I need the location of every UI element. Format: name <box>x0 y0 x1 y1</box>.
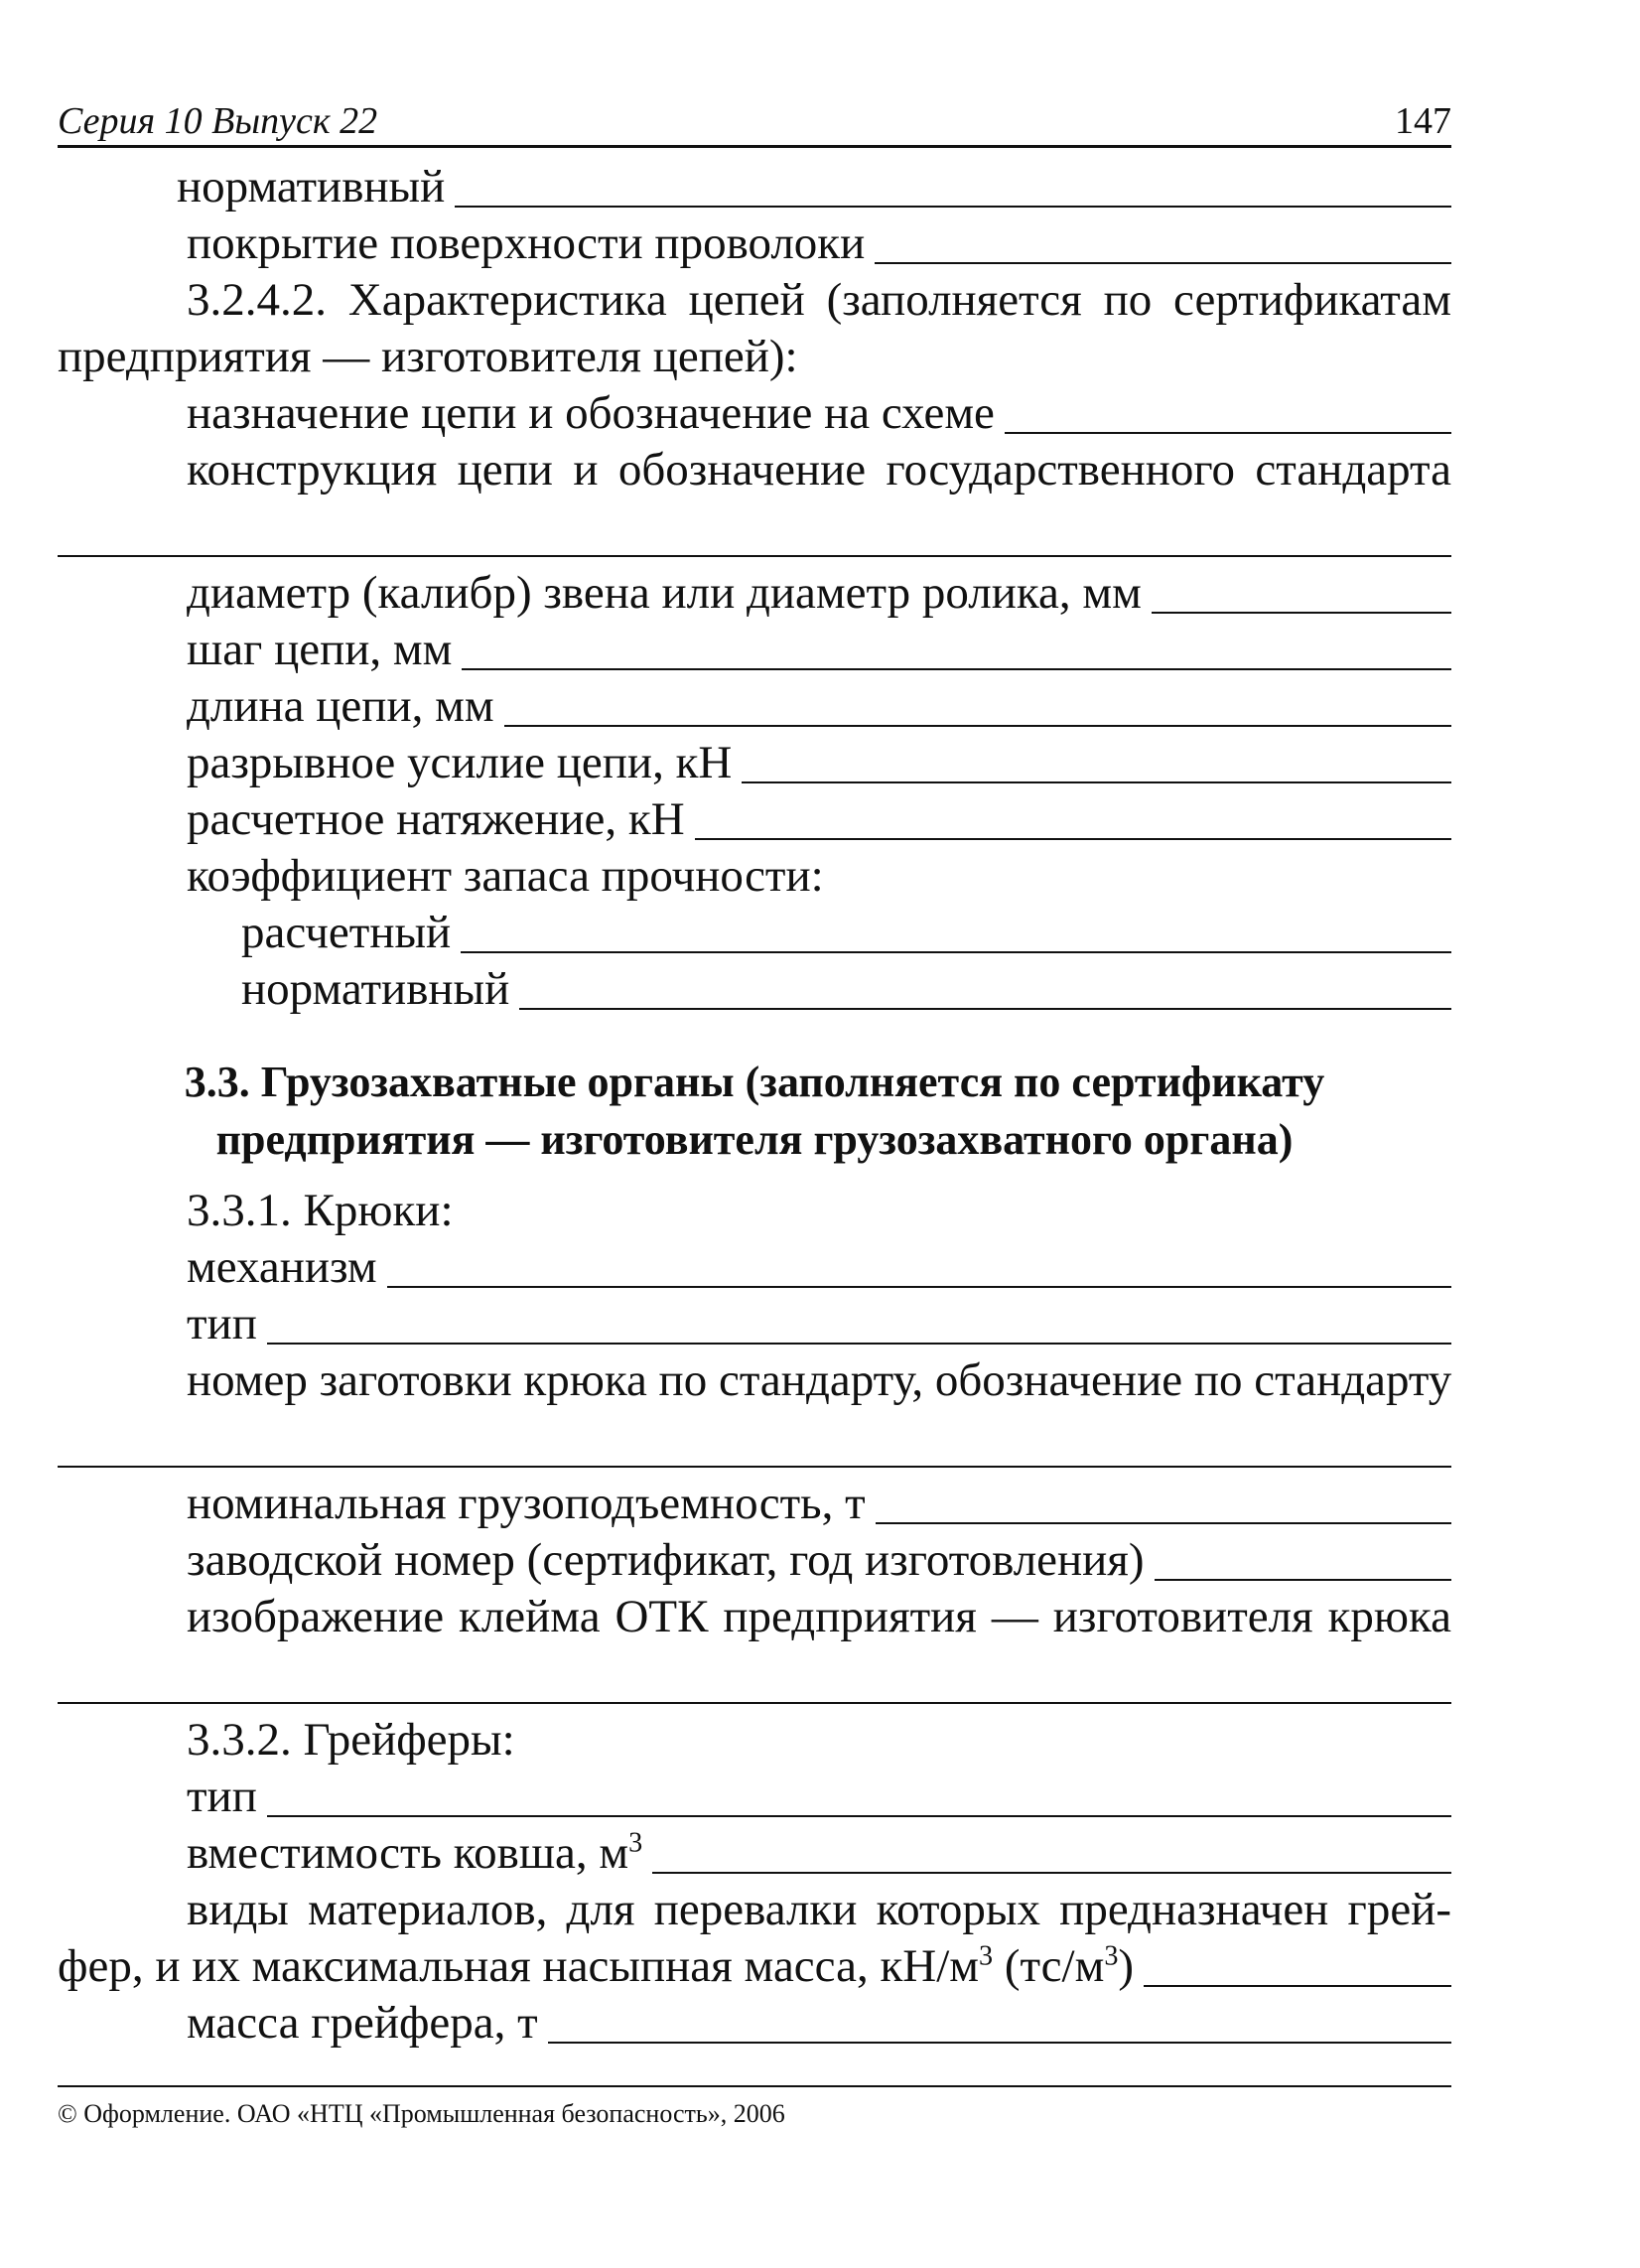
field-label <box>187 1825 642 1882</box>
section-heading <box>58 1054 1451 1169</box>
page-number: 147 <box>1395 100 1451 142</box>
fill-in-line <box>695 800 1451 840</box>
field-label: номер заготовки крюка по стандарту, обозначение по стандарту <box>187 1354 1452 1406</box>
paragraph-line <box>58 1589 1451 1645</box>
fill-in-line <box>1144 1947 1451 1987</box>
fill-in-line <box>462 631 1451 670</box>
form-field <box>58 1239 1451 1296</box>
field-label <box>58 1938 1134 1995</box>
subsection-title-text: 3.3.2. Грейферы: <box>187 1714 515 1766</box>
field-label: длина цепи, мм <box>187 680 494 732</box>
fill-in-line <box>548 2004 1451 2044</box>
form-field <box>58 565 1451 622</box>
field-label: нормативный <box>177 161 446 213</box>
subsection-title-text: 3.3.1. Крюки: <box>187 1185 454 1236</box>
field-label: тип <box>187 1771 257 1822</box>
fill-in-line <box>58 1645 1451 1704</box>
field-label: заводской номер (сертификат, год изготовления) <box>187 1534 1145 1586</box>
footer-divider <box>58 2085 1451 2087</box>
series-title: Серия 10 Выпуск 22 <box>58 100 378 142</box>
field-label: расчетное натяжение, кН <box>187 793 685 845</box>
form-field <box>58 1825 1451 1882</box>
fill-in-line <box>519 970 1451 1010</box>
fill-in-line <box>652 1834 1451 1874</box>
field-label-text: (тс/м <box>993 1940 1105 1992</box>
field-label: масса грейфера, т <box>187 1997 538 2049</box>
paragraph-line <box>58 442 1451 498</box>
form-field <box>58 1995 1451 2052</box>
form-field <box>58 678 1451 735</box>
superscript: 3 <box>628 1827 643 1859</box>
field-label: расчетный <box>241 907 452 958</box>
fill-in-line <box>1155 1541 1451 1581</box>
subsection-title <box>58 1183 1451 1239</box>
paragraph-line <box>58 1352 1451 1409</box>
form-field <box>58 622 1451 678</box>
section-heading-line: предприятия — изготовителя грузозахватного органа) <box>215 1115 1294 1164</box>
form-field <box>58 1296 1451 1352</box>
section-heading-line: 3.3. Грузозахватные органы (заполняется по сертификату <box>184 1058 1325 1106</box>
field-label-text: фер, и их максимальная насыпная масса, кН/м <box>58 1940 980 1992</box>
fill-in-line <box>387 1248 1451 1288</box>
field-label: номинальная грузоподъемность, т <box>187 1478 866 1529</box>
field-label: виды материалов, для перевалки которых предназначен грей- <box>187 1884 1451 1935</box>
field-label: коэффициент запаса прочности: <box>187 850 824 902</box>
field-label-text: вместимость ковша, м <box>187 1827 629 1879</box>
fill-in-line <box>461 914 1451 953</box>
field-label: изображение клейма ОТК предприятия — изготовителя крюка <box>187 1591 1451 1642</box>
copyright-footer: © Оформление. ОАО «НТЦ «Промышленная безопасность», 2006 <box>58 2099 785 2128</box>
field-label: тип <box>187 1298 257 1349</box>
form-field <box>58 905 1451 961</box>
fill-in-line <box>1005 394 1451 434</box>
form-field <box>58 1938 1451 1995</box>
field-label: конструкция цепи и обозначение государственного стандарта <box>187 444 1451 496</box>
superscript: 3 <box>1104 1940 1119 1972</box>
subsection-title <box>58 1712 1451 1769</box>
fill-in-line <box>742 744 1451 783</box>
fill-in-line <box>58 498 1451 557</box>
fill-in-line <box>267 1777 1451 1817</box>
form-field <box>58 1532 1451 1589</box>
paragraph-line <box>58 272 1451 329</box>
field-label: нормативный <box>241 963 510 1015</box>
form-field <box>58 159 1451 215</box>
form-field <box>58 735 1451 791</box>
field-label: механизм <box>187 1241 377 1293</box>
field-label: назначение цепи и обозначение на схеме <box>187 387 995 439</box>
paragraph-text: 3.2.4.2. Характеристика цепей (заполняется по сертификатам <box>187 274 1451 326</box>
form-field <box>58 385 1451 442</box>
fill-in-line <box>455 168 1451 208</box>
paragraph-text: предприятия — изготовителя цепей): <box>58 331 798 382</box>
fill-in-line <box>58 1409 1451 1468</box>
paragraph-line <box>58 848 1451 905</box>
field-label-text: ) <box>1118 1940 1135 1992</box>
form-body <box>58 159 1451 2052</box>
form-field <box>58 961 1451 1018</box>
paragraph-line <box>58 1882 1451 1938</box>
form-field <box>58 215 1451 272</box>
field-label: разрывное усилие цепи, кН <box>187 737 733 788</box>
fill-in-line <box>875 224 1451 264</box>
running-header <box>58 95 1451 148</box>
fill-in-line <box>1152 574 1451 614</box>
form-field <box>58 1476 1451 1532</box>
paragraph-line <box>58 329 1451 385</box>
fill-in-line <box>504 687 1451 727</box>
superscript: 3 <box>979 1940 994 1972</box>
form-field <box>58 791 1451 848</box>
field-label: покрытие поверхности проволоки <box>187 217 866 269</box>
fill-in-line <box>267 1305 1451 1345</box>
form-field <box>58 1769 1451 1825</box>
field-label: диаметр (калибр) звена или диаметр ролика, мм <box>187 567 1142 619</box>
field-label: шаг цепи, мм <box>187 624 453 675</box>
fill-in-line <box>876 1485 1451 1524</box>
